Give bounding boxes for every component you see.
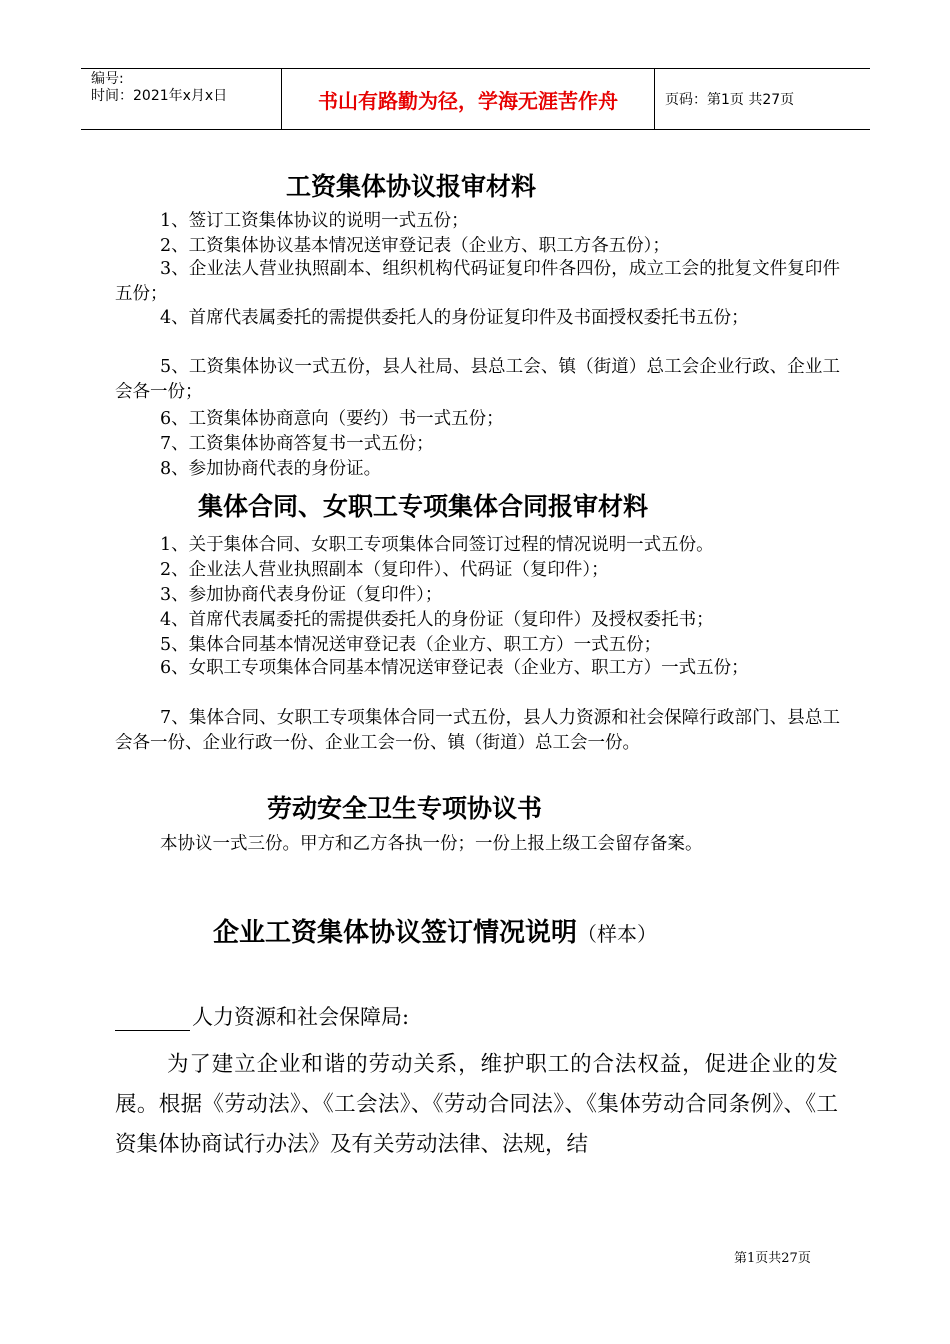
section1-item-4: 4、首席代表属委托的需提供委托人的身份证复印件及书面授权委托书五份； <box>160 308 749 328</box>
header-motto: 书山有路勤为径，学海无涯苦作舟 <box>282 69 655 129</box>
header-page-number: 页码：第1页 共27页 <box>665 92 795 108</box>
salutation-text: 人力资源和社会保障局: <box>192 1005 410 1029</box>
section1-item-8: 8、参加协商代表的身份证。 <box>160 459 382 479</box>
document-title <box>213 912 657 949</box>
section1-item-6: 6、工资集体协商意向（要约）书一式五份； <box>160 409 504 429</box>
section2-item-4: 4、首席代表属委托的需提供委托人的身份证（复印件）及授权委托书； <box>160 610 714 630</box>
section1-item-5: 5、工资集体协议一式五份，县人社局、县总工会、镇（街道）总工会企业行政、企业工会各一份； <box>115 357 840 402</box>
section3-title: 劳动安全卫生专项协议书 <box>267 794 543 823</box>
document-body: 为了建立企业和谐的劳动关系，维护职工的合法权益，促进企业的发展。根据《劳动法》、《工会法》、《劳动合同法》、《集体劳动合同条例》、《工资集体协商试行办法》及有关劳动法律、法规，结 <box>115 1052 838 1157</box>
section1-item-2: 2、工资集体协议基本情况送审登记表（企业方、职工方各五份）； <box>160 236 670 256</box>
section2-title: 集体合同、女职工专项集体合同报审材料 <box>198 492 649 521</box>
section2-item-6: 6、女职工专项集体合同基本情况送审登记表（企业方、职工方）一式五份； <box>160 658 749 678</box>
header-meta <box>81 69 282 129</box>
document-number-label: 编号: <box>91 71 124 87</box>
section1-title: 工资集体协议报审材料 <box>286 172 537 201</box>
section2-item-3: 3、参加协商代表身份证（复印件）； <box>160 585 443 605</box>
page-header <box>81 68 870 130</box>
section2-item-7: 7、集体合同、女职工专项集体合同一式五份，县人力资源和社会保障行政部门、县总工会各一份、企业行政一份、企业工会一份、镇（街道）总工会一份。 <box>115 708 840 753</box>
document-title-main: 企业工资集体协议签订情况说明 <box>213 918 578 948</box>
section1-item-7: 7、工资集体协商答复书一式五份； <box>160 434 434 454</box>
salutation <box>115 1001 409 1031</box>
document-title-subtitle: （样本） <box>577 922 658 946</box>
section2-item-2: 2、企业法人营业执照副本（复印件）、代码证（复印件）； <box>160 560 609 580</box>
section2-item-1: 1、关于集体合同、女职工专项集体合同签订过程的情况说明一式五份。 <box>160 535 714 555</box>
page-footer: 第1页共27页 <box>734 1251 811 1266</box>
document-time-label: 时间：2021年x月x日 <box>91 88 228 104</box>
section2-item-5: 5、集体合同基本情况送审登记表（企业方、职工方）一式五份； <box>160 635 662 655</box>
section1-item-1: 1、签订工资集体协议的说明一式五份； <box>160 211 469 231</box>
section1-item-3: 3、企业法人营业执照副本、组织机构代码证复印件各四份，成立工会的批复文件复印件五份； <box>115 259 840 304</box>
section3-text: 本协议一式三份。甲方和乙方各执一份；一份上报上级工会留存备案。 <box>160 834 703 854</box>
salutation-blank-line <box>115 1030 190 1031</box>
